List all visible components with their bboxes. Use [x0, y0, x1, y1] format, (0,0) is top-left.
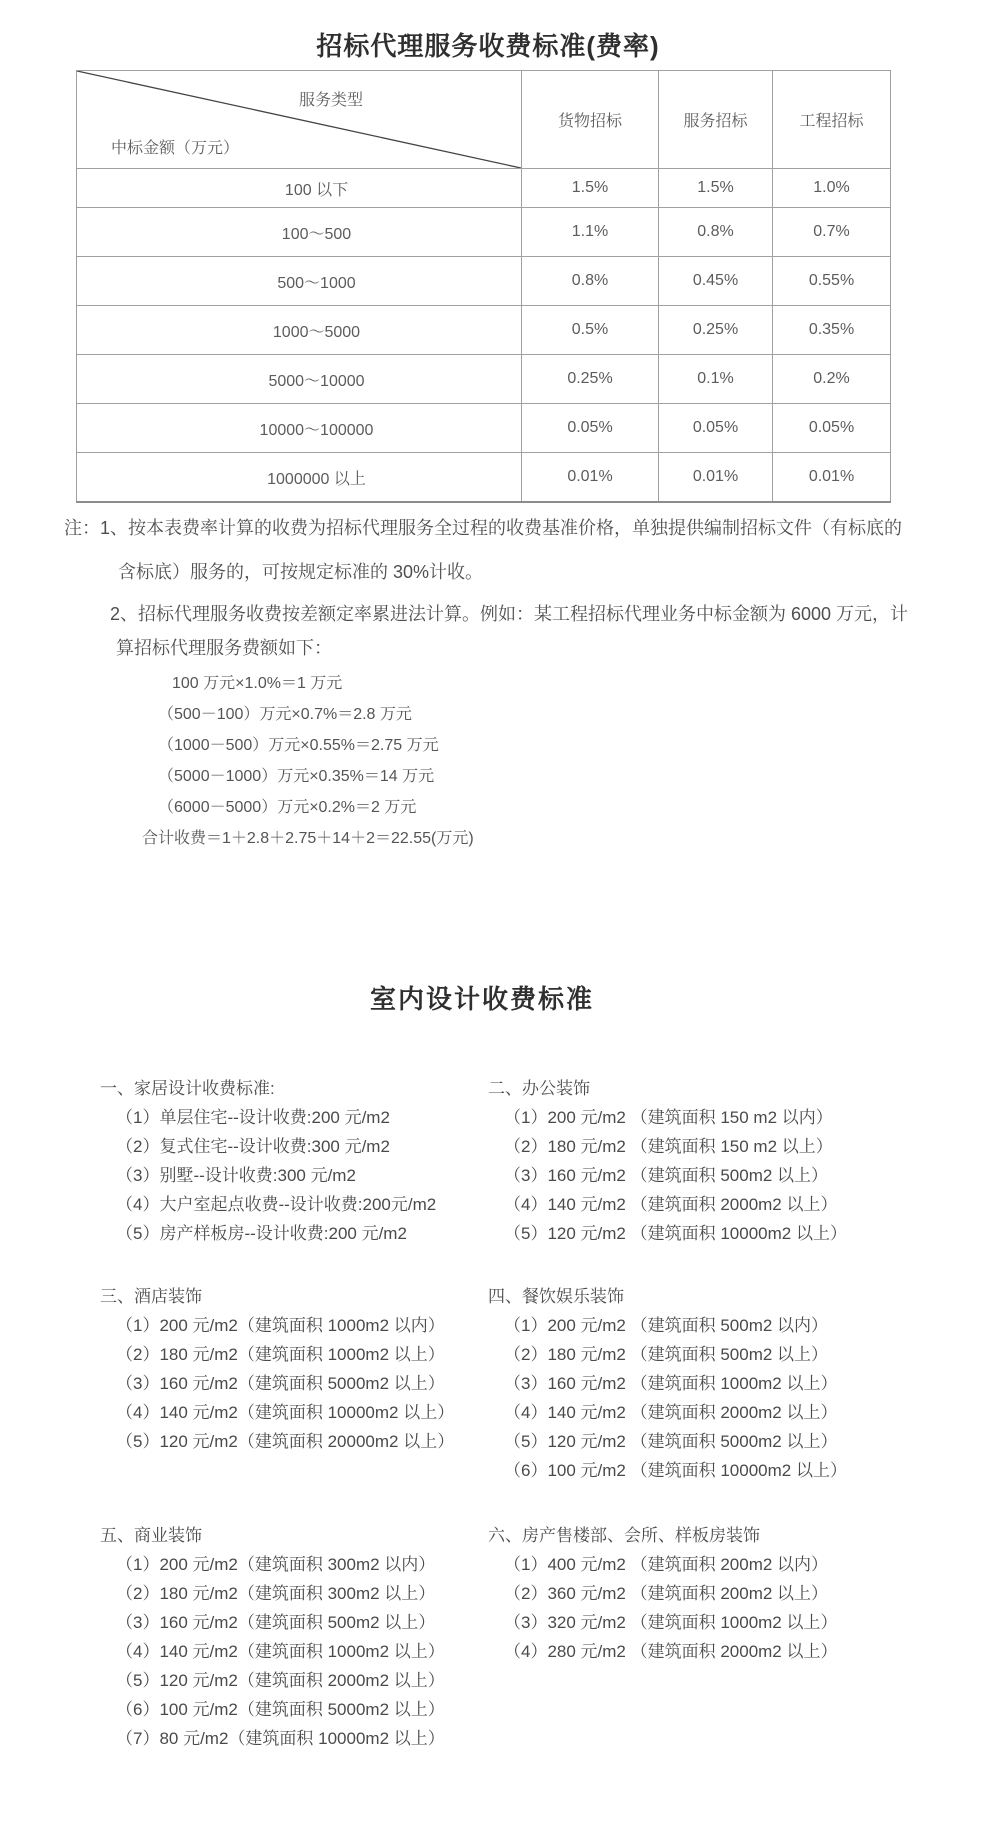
- rate-cell: 0.05%: [659, 404, 773, 453]
- table-row: [77, 453, 891, 503]
- calc-line: （6000－5000）万元×0.2%＝2 万元: [158, 799, 417, 816]
- fee-item: （3）160 元/m2（建筑面积 500m2 以上）: [116, 1613, 436, 1632]
- section2-title: 室内设计收费标准: [369, 984, 594, 1014]
- rate-cell: 0.8%: [659, 208, 773, 257]
- fee-rate-table: [76, 70, 891, 503]
- section1-title: 招标代理服务收费标准(费率): [316, 31, 660, 61]
- rate-cell: 0.01%: [522, 453, 659, 503]
- note-1-line-2: 含标底）服务的，可按规定标准的 30%计收。: [118, 562, 484, 582]
- group-heading: 一、家居设计收费标准:: [100, 1079, 275, 1098]
- fee-item: （4）140 元/m2 （建筑面积 2000m2 以上）: [504, 1195, 838, 1214]
- table-row: [77, 404, 891, 453]
- calc-line: 100 万元×1.0%＝1 万元: [172, 675, 343, 692]
- fee-item: （1）200 元/m2（建筑面积 300m2 以内）: [116, 1555, 436, 1574]
- note-2-line-1: 2、招标代理服务收费按差额定率累进法计算。例如：某工程招标代理业务中标金额为 6000 万元，计: [110, 604, 909, 624]
- row-label: 1000～5000: [77, 306, 522, 355]
- fee-item: （1）200 元/m2 （建筑面积 500m2 以内）: [504, 1316, 829, 1335]
- table-row: [77, 355, 891, 404]
- table-corner-cell: [77, 71, 522, 169]
- group-commercial-decoration: [100, 1521, 445, 1753]
- calc-line: （500－100）万元×0.7%＝2.8 万元: [158, 706, 412, 723]
- fee-item: （2）180 元/m2（建筑面积 300m2 以上）: [116, 1584, 436, 1603]
- note-2-line-2: 算招标代理服务费额如下：: [116, 638, 332, 658]
- fee-item: （6）100 元/m2 （建筑面积 10000m2 以上）: [504, 1461, 847, 1480]
- column-header-goods-bidding: 货物招标: [522, 71, 659, 169]
- column-header-service-bidding: 服务招标: [659, 71, 773, 169]
- calc-total-line: 合计收费＝1＋2.8＋2.75＋14＋2＝22.55(万元): [142, 830, 474, 847]
- fee-item: （3）320 元/m2 （建筑面积 1000m2 以上）: [504, 1613, 838, 1632]
- fee-item: （7）80 元/m2（建筑面积 10000m2 以上）: [116, 1729, 445, 1748]
- calc-line: （5000－1000）万元×0.35%＝14 万元: [158, 768, 435, 785]
- fee-item: （2）180 元/m2 （建筑面积 150 m2 以上）: [504, 1137, 833, 1156]
- row-label: 10000～100000: [77, 404, 522, 453]
- fee-item: （5）120 元/m2 （建筑面积 10000m2 以上）: [504, 1224, 847, 1243]
- fee-item: （1）单层住宅--设计收费:200 元/m2: [116, 1108, 390, 1127]
- row-label: 100～500: [77, 208, 522, 257]
- fee-item: （4）140 元/m2 （建筑面积 2000m2 以上）: [504, 1403, 838, 1422]
- table-row: [77, 257, 891, 306]
- fee-item: （2）180 元/m2（建筑面积 1000m2 以上）: [116, 1345, 445, 1364]
- group-hotel-decoration: [100, 1282, 454, 1456]
- rate-cell: 0.25%: [659, 306, 773, 355]
- table-row: [77, 208, 891, 257]
- rate-cell: 0.05%: [773, 404, 891, 453]
- rate-cell: 1.5%: [659, 169, 773, 208]
- rate-cell: 0.1%: [659, 355, 773, 404]
- group-office-decoration: [488, 1074, 847, 1248]
- fee-item: （1）200 元/m2（建筑面积 1000m2 以内）: [116, 1316, 445, 1335]
- fee-item: （6）100 元/m2（建筑面积 5000m2 以上）: [116, 1700, 445, 1719]
- calc-line: （1000－500）万元×0.55%＝2.75 万元: [158, 737, 439, 754]
- fee-item: （1）200 元/m2 （建筑面积 150 m2 以内）: [504, 1108, 833, 1127]
- rate-cell: 0.2%: [773, 355, 891, 404]
- fee-item: （5）120 元/m2（建筑面积 2000m2 以上）: [116, 1671, 445, 1690]
- fee-item: （3）160 元/m2 （建筑面积 1000m2 以上）: [504, 1374, 838, 1393]
- fee-item: （5）房产样板房--设计收费:200 元/m2: [116, 1224, 407, 1243]
- table-row: [77, 306, 891, 355]
- fee-item: （4）140 元/m2（建筑面积 1000m2 以上）: [116, 1642, 445, 1661]
- rate-cell: 0.01%: [659, 453, 773, 503]
- fee-item: （4）280 元/m2 （建筑面积 2000m2 以上）: [504, 1642, 838, 1661]
- rate-cell: 0.05%: [522, 404, 659, 453]
- fee-item: （4）大户室起点收费--设计收费:200元/m2: [116, 1195, 437, 1214]
- row-label: 1000000 以上: [77, 453, 522, 503]
- row-label: 100 以下: [77, 169, 522, 208]
- rate-cell: 0.45%: [659, 257, 773, 306]
- rate-cell: 0.7%: [773, 208, 891, 257]
- rate-cell: 1.5%: [522, 169, 659, 208]
- rate-cell: 0.25%: [522, 355, 659, 404]
- fee-item: （5）120 元/m2（建筑面积 20000m2 以上）: [116, 1432, 455, 1451]
- group-heading: 二、办公装饰: [488, 1079, 590, 1098]
- fee-item: （1）400 元/m2 （建筑面积 200m2 以内）: [504, 1555, 829, 1574]
- fee-item: （3）160 元/m2 （建筑面积 500m2 以上）: [504, 1166, 829, 1185]
- table-header-row: [77, 71, 891, 169]
- rate-cell: 1.0%: [773, 169, 891, 208]
- fee-item: （3）160 元/m2（建筑面积 5000m2 以上）: [116, 1374, 445, 1393]
- rate-cell: 0.55%: [773, 257, 891, 306]
- rate-cell: 1.1%: [522, 208, 659, 257]
- group-catering-entertainment-decoration: [488, 1282, 847, 1485]
- group-heading: 五、商业装饰: [100, 1526, 202, 1545]
- corner-label-award-amount: 中标金额（万元）: [111, 140, 240, 157]
- rate-cell: 0.01%: [773, 453, 891, 503]
- fee-item: （2）360 元/m2 （建筑面积 200m2 以上）: [504, 1584, 829, 1603]
- note-1-line-1: 注：1、按本表费率计算的收费为招标代理服务全过程的收费基准价格，单独提供编制招标文件（有标底的: [64, 518, 903, 538]
- fee-item: （3）别墅--设计收费:300 元/m2: [116, 1166, 356, 1185]
- corner-label-service-type: 服务类型: [299, 92, 364, 109]
- row-label: 5000～10000: [77, 355, 522, 404]
- fee-item: （5）120 元/m2 （建筑面积 5000m2 以上）: [504, 1432, 838, 1451]
- fee-item: （4）140 元/m2（建筑面积 10000m2 以上）: [116, 1403, 455, 1422]
- group-heading: 四、餐饮娱乐装饰: [488, 1287, 624, 1306]
- group-home-design: [100, 1074, 436, 1248]
- calculation-example-block: [142, 668, 474, 854]
- column-header-engineering-bidding: 工程招标: [773, 71, 891, 169]
- fee-item: （2）180 元/m2 （建筑面积 500m2 以上）: [504, 1345, 829, 1364]
- rate-cell: 0.8%: [522, 257, 659, 306]
- rate-cell: 0.5%: [522, 306, 659, 355]
- rate-cell: 0.35%: [773, 306, 891, 355]
- table-row: [77, 169, 891, 208]
- row-label: 500～1000: [77, 257, 522, 306]
- group-heading: 六、房产售楼部、会所、样板房装饰: [488, 1526, 760, 1545]
- group-heading: 三、酒店装饰: [100, 1287, 202, 1306]
- fee-item: （2）复式住宅--设计收费:300 元/m2: [116, 1137, 390, 1156]
- group-sales-office-clubhouse-showroom: [488, 1521, 837, 1666]
